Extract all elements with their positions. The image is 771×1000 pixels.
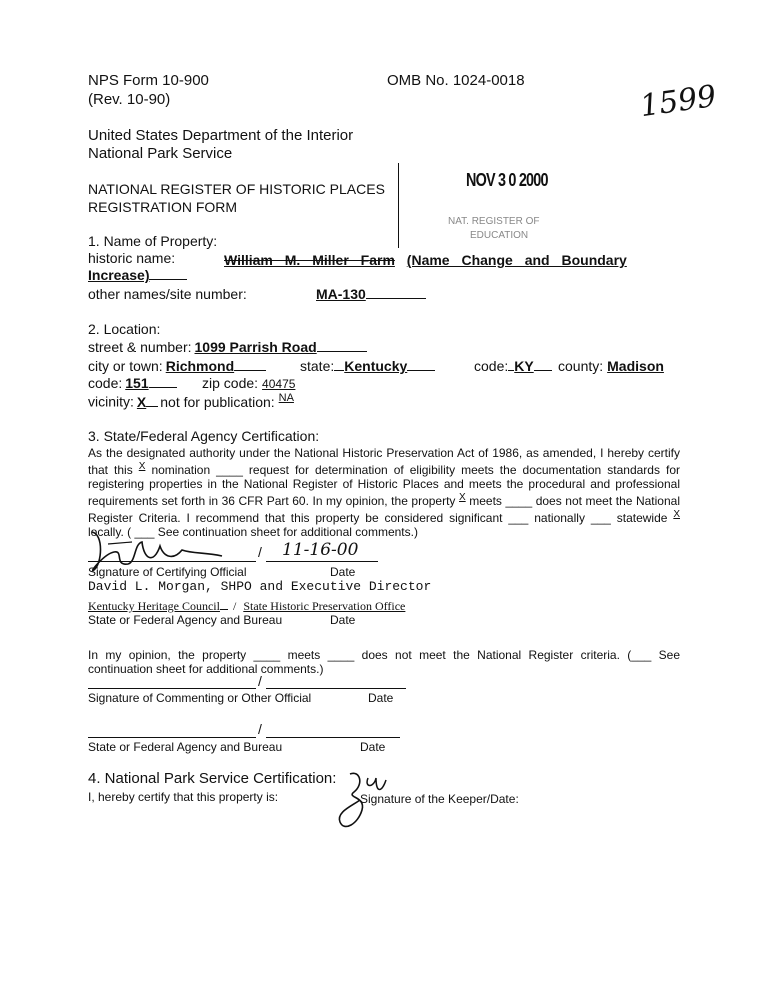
stamp-divider [398,163,399,248]
form-number: NPS Form 10-900 [88,72,209,89]
keeper-signature-label: Signature of the Keeper/Date: [360,792,519,806]
not-for-publication-value: NA [278,392,294,404]
registration-form-page: NPS Form 10-900 (Rev. 10-90) OMB No. 1024-0018 1599 United States Department of the Interior National Park Service NATIONAL REGISTER OF HISTORIC PLACES REGISTRATION FORM NOV 3 0 2000 NAT. REGISTER OF EDUCATION 1. Name of Property: historic name: William M. Miller Farm (Name Change and Boundary Increase) other names/site number: MA-130 2. Location: street & number: 1099 Parrish Road city or town: Richmond state: Kentucky code: KY county: Madison code: 151 zip code: 40475 vicinity: X not for publication: $^{NA}$ 3. State/Federal Agency Certification: As the designated authority under the National Historic Preservation Act of 1986, as amended, I hereby certify that this $^X$ nomination ____ request for determination of eligibility meets the documentation standards for registering properties in the National Register of Historic Places and meets the procedural and professional requirements set forth in 36 CFR Part 60. In my opinion, the property $^X$ meets ____ does not meet the National Register Criteria. I recommend that this property be considered significant ___ nationally ___ statewide $^X$ locally. ( ___ See continuation sheet for additional comments.) / 11-16-00 Signature of Certifying Official Date David L. Morgan, SHPO and Executive Director Kentucky Heritage Council / State Historic Preservation Office State or Federal Agency and Bureau Date In my opinion, the property ____ meets ____ does not meet the National Register criteria. (___ See continuation sheet for additional comments.) / Signature of Commenting or Other Official Date / State or Federal Agency and Bureau Date 4. National Park Service Certification: I, hereby certify that this property is: Signature of the Keeper/Date: [0,0,771,1000]
commenting-date-label: Date [368,691,394,705]
form-revision: (Rev. 10-90) [88,91,171,108]
section3-heading: 3. State/Federal Agency Certification: [88,428,320,444]
vicinity-row [88,392,294,410]
street-label: street & number: [88,339,192,355]
city-row [88,358,266,374]
not-for-publication-label: not for publication: [160,393,275,410]
certifying-date-label: Date [330,565,356,579]
official-name: David L. Morgan, SHPO and Executive Director [88,579,432,594]
county-code-field [88,375,177,391]
certification-paragraph: As the designated authority under the National Historic Preservation Act of 1986, as amended, I hereby certify that this $^X$ nomination ____ request for determination of eligibility meets the documentation standards for registering properties in the National Register of Historic Places and meets the procedural and professional requirements set forth in 36 CFR Part 60. In my opinion, the property $^X$ meets ____ does not meet the National Register Criteria. I recommend that this property be considered significant ___ nationally ___ statewide $^X$ locally. ( ___ See continuation sheet for additional comments.) [88,446,680,539]
zip-label: zip code: [202,375,259,391]
section4-heading: 4. National Park Service Certification: [88,770,337,787]
state-field [300,358,435,374]
other-names-label: other names/site number: [88,286,247,302]
historic-name-increase: Increase) [88,267,150,283]
agency-bureau-label: State or Federal Agency and Bureau [88,613,283,627]
historic-name-value-line2 [88,267,187,283]
street-row [88,339,367,355]
site-number: MA-130 [316,286,366,302]
street-value: 1099 Parrish Road [194,339,317,355]
certification-date: 11-16-00 [282,540,359,560]
agency-date-label-2: Date [360,740,386,754]
county-code-value: 151 [125,375,149,391]
locally-mark: X [673,509,680,520]
county-label: county: [558,358,604,374]
historic-name-label: historic name: [88,250,176,266]
stamp-faint-text-2: EDUCATION [470,230,529,241]
city-label: city or town: [88,358,163,374]
nomination-mark: X [138,461,146,472]
vicinity-value: X [136,393,147,410]
stamp-faint-text-1: NAT. REGISTER OF [448,216,540,227]
meets-mark: X [459,492,466,503]
form-title-line2: REGISTRATION FORM [88,199,238,215]
historic-name-struck: William M. Miller Farm [224,252,395,268]
other-names-value [316,286,426,302]
opinion-paragraph: In my opinion, the property ____ meets ____ does not meet the National Register criteria. (___ See continuation sheet for additional comments.) [88,648,680,676]
omb-number: OMB No. 1024-0018 [387,72,525,89]
agency-date-label: Date [330,613,356,627]
keeper-signature-scribble [330,766,400,836]
state-code-field [474,358,552,374]
county-code-label: code: [88,375,123,391]
agency-line: Kentucky Heritage Council / State Historic Preservation Office [88,599,406,613]
historic-name-value [224,252,682,268]
state-label: state: [300,358,335,374]
state-code-label: code: [474,358,509,374]
county-field [558,358,664,374]
service-name: National Park Service [88,145,233,162]
state-code-value: KY [514,358,534,374]
county-value: Madison [607,358,664,374]
agency-name: Kentucky Heritage Council [88,599,220,613]
zip-value: 40475 [262,377,296,391]
agency-office: State Historic Preservation Office [243,599,406,613]
commenting-signature-label: Signature of Commenting or Other Official [88,691,312,705]
certifying-signature-label: Signature of Certifying Official [88,565,247,579]
department-name: United States Department of the Interior [88,127,354,144]
section2-heading: 2. Location: [88,321,161,337]
handwritten-reference-number: 1599 [637,78,719,125]
agency-bureau-label-2: State or Federal Agency and Bureau [88,740,283,754]
city-value: Richmond [165,358,235,374]
zip-field [202,375,295,391]
certify-statement: I, hereby certify that this property is: [88,790,279,804]
section1-heading: 1. Name of Property: [88,233,218,249]
received-date-stamp: NOV 3 0 2000 [466,170,548,190]
state-value: Kentucky [344,358,408,374]
vicinity-label: vicinity: [88,393,134,410]
slash: / [258,544,262,560]
historic-name-rest: (Name Change and Boundary [406,252,627,268]
form-title-line1: NATIONAL REGISTER OF HISTORIC PLACES [88,181,385,197]
